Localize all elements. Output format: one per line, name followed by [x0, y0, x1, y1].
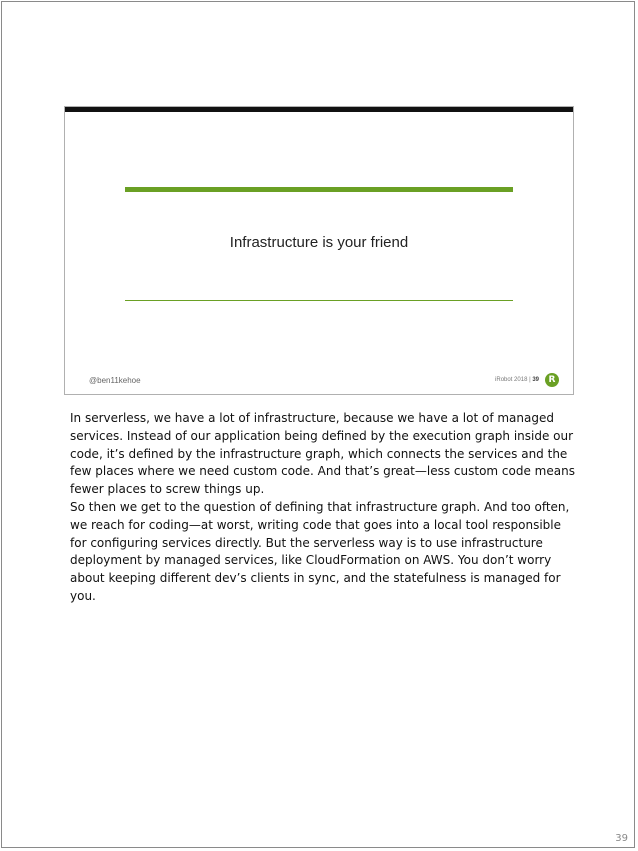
title-rule-top — [125, 187, 513, 192]
slide-top-bar — [65, 107, 573, 112]
page-number: 39 — [615, 833, 628, 844]
notes-paragraph: In serverless, we have a lot of infrastructure, because we have a lot of managed services. Instead of our application being defined by the execution graph inside our code, it’s defined by the infrastructure graph, which connects the services and the few places where we need custom code. And that’s great—less custom code means fewer places to screw things up. — [70, 411, 575, 497]
slide-footer — [495, 377, 539, 383]
title-rule-bottom — [125, 300, 513, 301]
notes-paragraph: So then we get to the question of defining that infrastructure graph. And too often, we reach for coding—at worst, writing code that goes into a local tool responsible for configuring services directly. But the serverless way is to use infrastructure deployment by managed services, like CloudFormation on AWS. You don’t worry about keeping different dev’s clients in sync, and the statefulness is managed for you. — [70, 499, 570, 603]
slide-number: 39 — [532, 377, 539, 383]
event-label: iRobot 2018 | — [495, 377, 531, 383]
speaker-notes — [70, 410, 580, 606]
slide-thumbnail — [64, 106, 574, 395]
twitter-handle: @ben11kehoe — [89, 376, 141, 385]
irobot-logo-icon: R — [545, 373, 559, 387]
slide-title: Infrastructure is your friend — [229, 234, 409, 251]
